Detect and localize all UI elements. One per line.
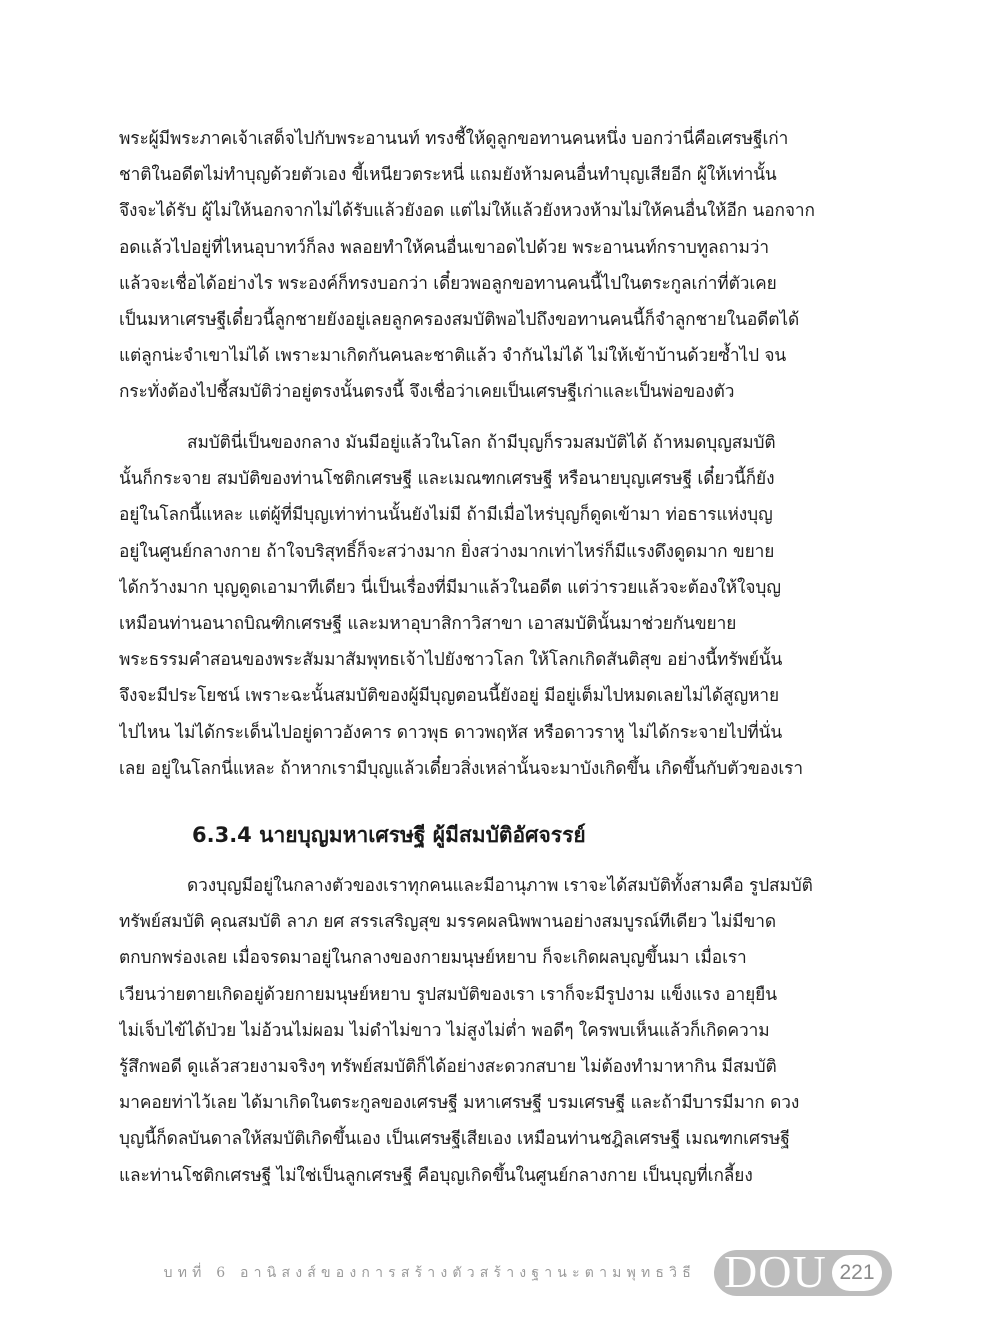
text-line: พระผู้มีพระภาคเจ้าเสด็จไปกับพระอานนท์ ทรงชี้ให้ดูลูกขอทานคนหนึ่ง บอกว่านี่คือเศรษฐีเก่า — [119, 129, 789, 149]
text-line: ดวงบุญมีอยู่ในกลางตัวของเราทุกคนและมีอานุภาพ เราจะได้สมบัติทั้งสามคือ รูปสมบัติ — [187, 876, 813, 896]
text-line: จึงจะมีประโยชน์ เพราะฉะนั้นสมบัติของผู้มีบุญตอนนี้ยังอยู่ มีอยู่เต็มไปหมดเลยไม่ได้สูญหาย — [119, 686, 780, 707]
text-line: เป็นมหาเศรษฐีเดี๋ยวนี้ลูกชายยังอยู่เลยลูกครองสมบัติพอไปถึงขอทานคนนี้ก็จำลูกชายในอดีตได้ — [119, 309, 800, 330]
text-line: ชาติในอดีตไม่ทำบุญด้วยตัวเอง ขี้เหนียวตระหนี่ แถมยังห้ามคนอื่นทำบุญเสียอีก ผู้ให้เท่านั้น — [119, 165, 777, 186]
text-line: จึงจะได้รับ ผู้ไม่ให้นอกจากไม่ได้รับแล้วยังอด แต่ไม่ให้แล้วยังหวงห้ามไม่ให้คนอื่นให้อีก นอกจาก — [119, 201, 815, 222]
text-line: เวียนว่ายตายเกิดอยู่ด้วยกายมนุษย์หยาบ รูปสมบัติของเรา เราก็จะมีรูปงาม แข็งแรง อายุยืน — [119, 984, 777, 1005]
section-heading: 6.3.4 นายบุญมหาเศรษฐี ผู้มีสมบัติอัศจรรย์ — [192, 823, 586, 847]
text-line: แต่ลูกน่ะจำเขาไม่ได้ เพราะมาเกิดกันคนละชาติแล้ว จำกันไม่ได้ ไม่ให้เข้าบ้านด้วยซ้ำไป จน — [119, 346, 787, 367]
text-line: ไม่เจ็บไข้ได้ป่วย ไม่อ้วนไม่ผอม ไม่ดำไม่ขาว ไม่สูงไม่ต่ำ พอดีๆ ใครพบเห็นแล้วก็เกิดความ — [119, 1020, 770, 1041]
paragraph-1 — [119, 121, 897, 411]
text-line: ไปไหน ไม่ได้กระเด็นไปอยู่ดาวอังคาร ดาวพุธ ดาวพฤหัส หรือดาวราหู ไม่ได้กระจายไปที่นั่น — [119, 722, 783, 743]
text-line: สมบัตินี่เป็นของกลาง มันมีอยู่แล้วในโลก ถ้ามีบุญก็รวมสมบัติได้ ถ้าหมดบุญสมบัติ — [187, 433, 776, 453]
paragraph-3 — [119, 868, 897, 1194]
text-line: นั้นก็กระจาย สมบัติของท่านโชติกเศรษฐี และเมณฑกเศรษฐี หรือนายบุญเศรษฐี เดี๋ยวนี้ก็ยัง — [119, 469, 775, 490]
text-line: รู้สึกพอดี ดูแล้วสวยงามจริงๆ ทรัพย์สมบัติก็ได้อย่างสะดวกสบาย ไม่ต้องทำมาหากิน มีสมบัติ — [119, 1056, 777, 1077]
dou-logo-badge — [714, 1246, 892, 1297]
text-line: ทรัพย์สมบัติ คุณสมบัติ ลาภ ยศ สรรเสริญสุข มรรคผลนิพพานอย่างสมบูรณ์ทีเดียว ไม่มีขาด — [119, 912, 776, 933]
page-footer — [0, 1248, 1000, 1298]
text-line: ตกบกพร่องเลย เมื่อจรดมาอยู่ในกลางของกายมนุษย์หยาบ ก็จะเกิดผลบุญขึ้นมา เมื่อเรา — [119, 948, 747, 969]
page-number: 221 — [832, 1255, 882, 1291]
text-line: บุญนี้ก็ดลบันดาลให้สมบัติเกิดขึ้นเอง เป็นเศรษฐีเสียเอง เหมือนท่านชฎิลเศรษฐี เมณฑกเศรษฐี — [119, 1129, 790, 1150]
text-line: พระธรรมคำสอนของพระสัมมาสัมพุทธเจ้าไปยังชาวโลก ให้โลกเกิดสันติสุข อย่างนี้ทรัพย์นั้น — [119, 650, 783, 671]
text-line: อยู่ในศูนย์กลางกาย ถ้าใจบริสุทธิ์ก็จะสว่างมาก ยิ่งสว่างมากเท่าไหร่ก็มีแรงดึงดูดมาก ขยาย — [119, 541, 775, 562]
text-line: เลย อยู่ในโลกนี่แหละ ถ้าหากเรามีบุญแล้วเดี๋ยวสิ่งเหล่านั้นจะมาบังเกิดขึ้น เกิดขึ้นกับตัวของเรา — [119, 758, 803, 779]
paragraph-2 — [119, 425, 897, 787]
text-line: และท่านโชติกเศรษฐี ไม่ใช่เป็นลูกเศรษฐี คือบุญเกิดขึ้นในศูนย์กลางกาย เป็นบุญที่เกลี้ยง — [119, 1165, 753, 1186]
text-line: กระทั่งต้องไปชี้สมบัติว่าอยู่ตรงนั้นตรงนี้ จึงเชื่อว่าเคยเป็นเศรษฐีเก่าและเป็นพ่อของตัว — [119, 382, 735, 403]
chapter-title: บทที่ 6 อานิสงส์ของการสร้างตัวสร้างฐานะตามพุทธวิธี — [163, 1265, 696, 1281]
text-line: อยู่ในโลกนี้แหละ แต่ผู้ที่มีบุญเท่าท่านนั้นยังไม่มี ถ้ามีเมื่อไหร่บุญก็ดูดเข้ามา ท่อธารแห่งบุญ — [119, 505, 773, 526]
text-line: เหมือนท่านอนาถบิณฑิกเศรษฐี และมหาอุบาสิกาวิสาขา เอาสมบัตินั้นมาช่วยกันขยาย — [119, 613, 737, 634]
dou-logo: DOU — [724, 1246, 827, 1297]
text-line: มาคอยท่าไว้เลย ได้มาเกิดในตระกูลของเศรษฐี มหาเศรษฐี บรมเศรษฐี และถ้ามีบารมีมาก ดวง — [119, 1093, 800, 1114]
text-line: อดแล้วไปอยู่ที่ไหนอุบาทว์ก็ลง พลอยทำให้คนอื่นเขาอดไปด้วย พระอานนท์กราบทูลถามว่า — [119, 237, 769, 258]
text-line: แล้วจะเชื่อได้อย่างไร พระองค์ก็ทรงบอกว่า เดี๋ยวพอลูกขอทานคนนี้ไปในตระกูลเก่าที่ตัวเคย — [119, 273, 777, 294]
text-line: ได้กว้างมาก บุญดูดเอามาทีเดียว นี่เป็นเรื่องที่มีมาแล้วในอดีต แต่ว่ารวยแล้วจะต้องให้ใจบุญ — [119, 577, 781, 598]
